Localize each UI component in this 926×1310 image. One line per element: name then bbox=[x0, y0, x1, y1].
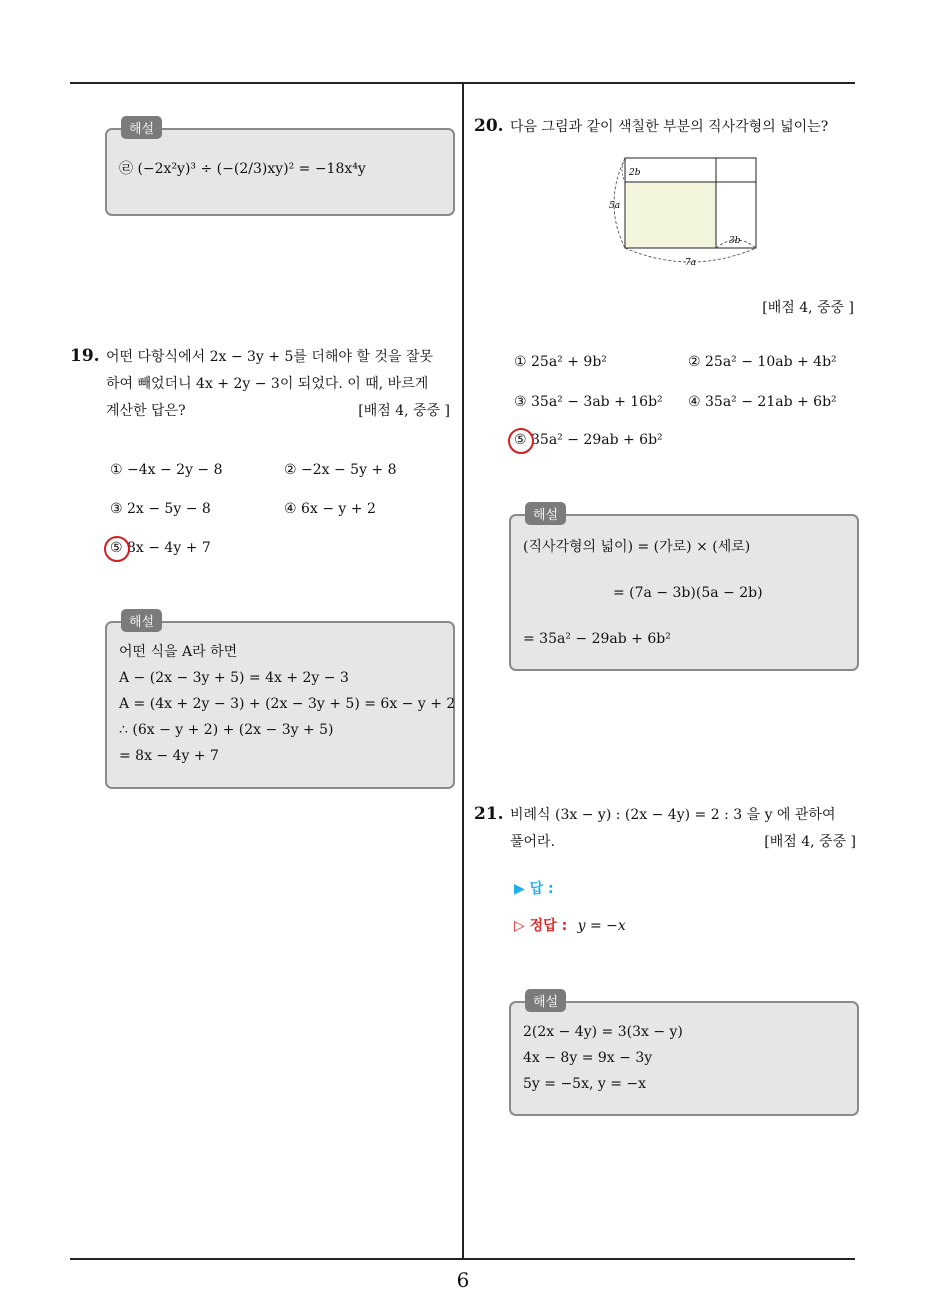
question-19-points: [배점 4, 중중 ] bbox=[358, 403, 450, 419]
label-3b: 3b bbox=[729, 236, 741, 246]
question-19-number: 19. bbox=[70, 346, 100, 366]
question-19-text-3: 계산한 답은? bbox=[106, 403, 186, 419]
q20-solution-box bbox=[509, 508, 859, 671]
q19-option-4[interactable]: ④ 6x − y + 2 bbox=[284, 501, 376, 517]
question-21 bbox=[474, 802, 856, 856]
q20-option-4[interactable]: ④ 35a² − 21ab + 6b² bbox=[688, 394, 837, 410]
question-21-number: 21. bbox=[474, 804, 504, 824]
bottom-rule bbox=[70, 1258, 855, 1260]
column-divider bbox=[462, 82, 464, 1259]
shaded-rectangle bbox=[625, 182, 716, 248]
question-20 bbox=[474, 114, 856, 141]
q19-option-1[interactable]: ① −4x − 2y − 8 bbox=[110, 462, 223, 478]
prev-solution-line: ㉣ (−2x²y)³ ÷ (−(2/3)xy)² = −18x⁴y bbox=[119, 161, 366, 177]
q19-solution-line-3: A = (4x + 2y − 3) + (2x − 3y + 5) = 6x − y + 2 bbox=[119, 696, 456, 712]
q20-solution-line-2: = (7a − 3b)(5a − 2b) bbox=[613, 585, 763, 601]
question-21-text-2: 풀어라. bbox=[510, 834, 556, 850]
q20-solution-line-3: = 35a² − 29ab + 6b² bbox=[523, 631, 671, 647]
solution-tab: 해설 bbox=[121, 609, 162, 632]
q19-solution-line-1: 어떤 식을 A라 하면 bbox=[119, 644, 238, 660]
question-19-text-1: 어떤 다항식에서 2x − 3y + 5를 더해야 할 것을 잘못 bbox=[106, 349, 433, 365]
solution-tab: 해설 bbox=[525, 502, 566, 525]
solution-tab: 해설 bbox=[121, 116, 162, 139]
q20-option-1[interactable]: ① 25a² + 9b² bbox=[514, 354, 607, 370]
question-21-text-1: 비례식 (3x − y) : (2x − 4y) = 2 : 3 을 y 에 관하여 bbox=[510, 807, 836, 823]
prev-solution-box bbox=[105, 122, 455, 216]
q21-answer-line bbox=[514, 878, 554, 898]
q19-solution-box bbox=[105, 615, 456, 789]
q21-solution-box bbox=[509, 995, 859, 1116]
q20-option-3[interactable]: ③ 35a² − 3ab + 16b² bbox=[514, 394, 663, 410]
question-19 bbox=[70, 344, 450, 425]
q19-answer-mark bbox=[104, 536, 130, 562]
q21-solution-line-1: 2(2x − 4y) = 3(3x − y) bbox=[523, 1024, 683, 1040]
solution-tab: 해설 bbox=[525, 989, 566, 1012]
question-19-text-2: 하여 빼었더니 4x + 2y − 3이 되었다. 이 때, 바르게 bbox=[106, 376, 429, 392]
label-5a: 5a bbox=[609, 201, 621, 211]
q20-solution-line-1: (직사각형의 넓이) = (가로) × (세로) bbox=[523, 539, 751, 555]
q20-answer-mark bbox=[508, 428, 534, 454]
q19-option-5[interactable]: ⑤ 8x − 4y + 7 bbox=[110, 540, 211, 556]
q19-option-2[interactable]: ② −2x − 5y + 8 bbox=[284, 462, 397, 478]
question-20-number: 20. bbox=[474, 116, 504, 136]
page-number: 6 bbox=[456, 1268, 470, 1292]
question-20-points: [배점 4, 중중 ] bbox=[762, 300, 854, 316]
q19-solution-line-2: A − (2x − 3y + 5) = 4x + 2y − 3 bbox=[119, 670, 349, 686]
question-21-points: [배점 4, 중중 ] bbox=[764, 834, 856, 850]
q20-option-2[interactable]: ② 25a² − 10ab + 4b² bbox=[688, 354, 837, 370]
q21-correct-line bbox=[514, 915, 626, 935]
q19-solution-line-4: ∴ (6x − y + 2) + (2x − 3y + 5) bbox=[119, 722, 334, 738]
correct-label: ▷ 정답 : bbox=[514, 918, 568, 934]
rectangle-figure bbox=[605, 152, 765, 270]
q19-option-3[interactable]: ③ 2x − 5y − 8 bbox=[110, 501, 211, 517]
label-7a: 7a bbox=[685, 258, 697, 268]
q21-solution-line-2: 4x − 8y = 9x − 3y bbox=[523, 1050, 653, 1066]
question-20-text: 다음 그림과 같이 색칠한 부분의 직사각형의 넓이는? bbox=[510, 119, 829, 135]
correct-value: y = −x bbox=[577, 918, 626, 934]
q19-solution-line-5: = 8x − 4y + 7 bbox=[119, 748, 219, 764]
q21-solution-line-3: 5y = −5x, y = −x bbox=[523, 1076, 647, 1092]
answer-label: ▶ 답 : bbox=[514, 881, 554, 897]
q20-option-5[interactable]: ⑤ 35a² − 29ab + 6b² bbox=[514, 432, 663, 448]
label-2b: 2b bbox=[629, 168, 641, 178]
